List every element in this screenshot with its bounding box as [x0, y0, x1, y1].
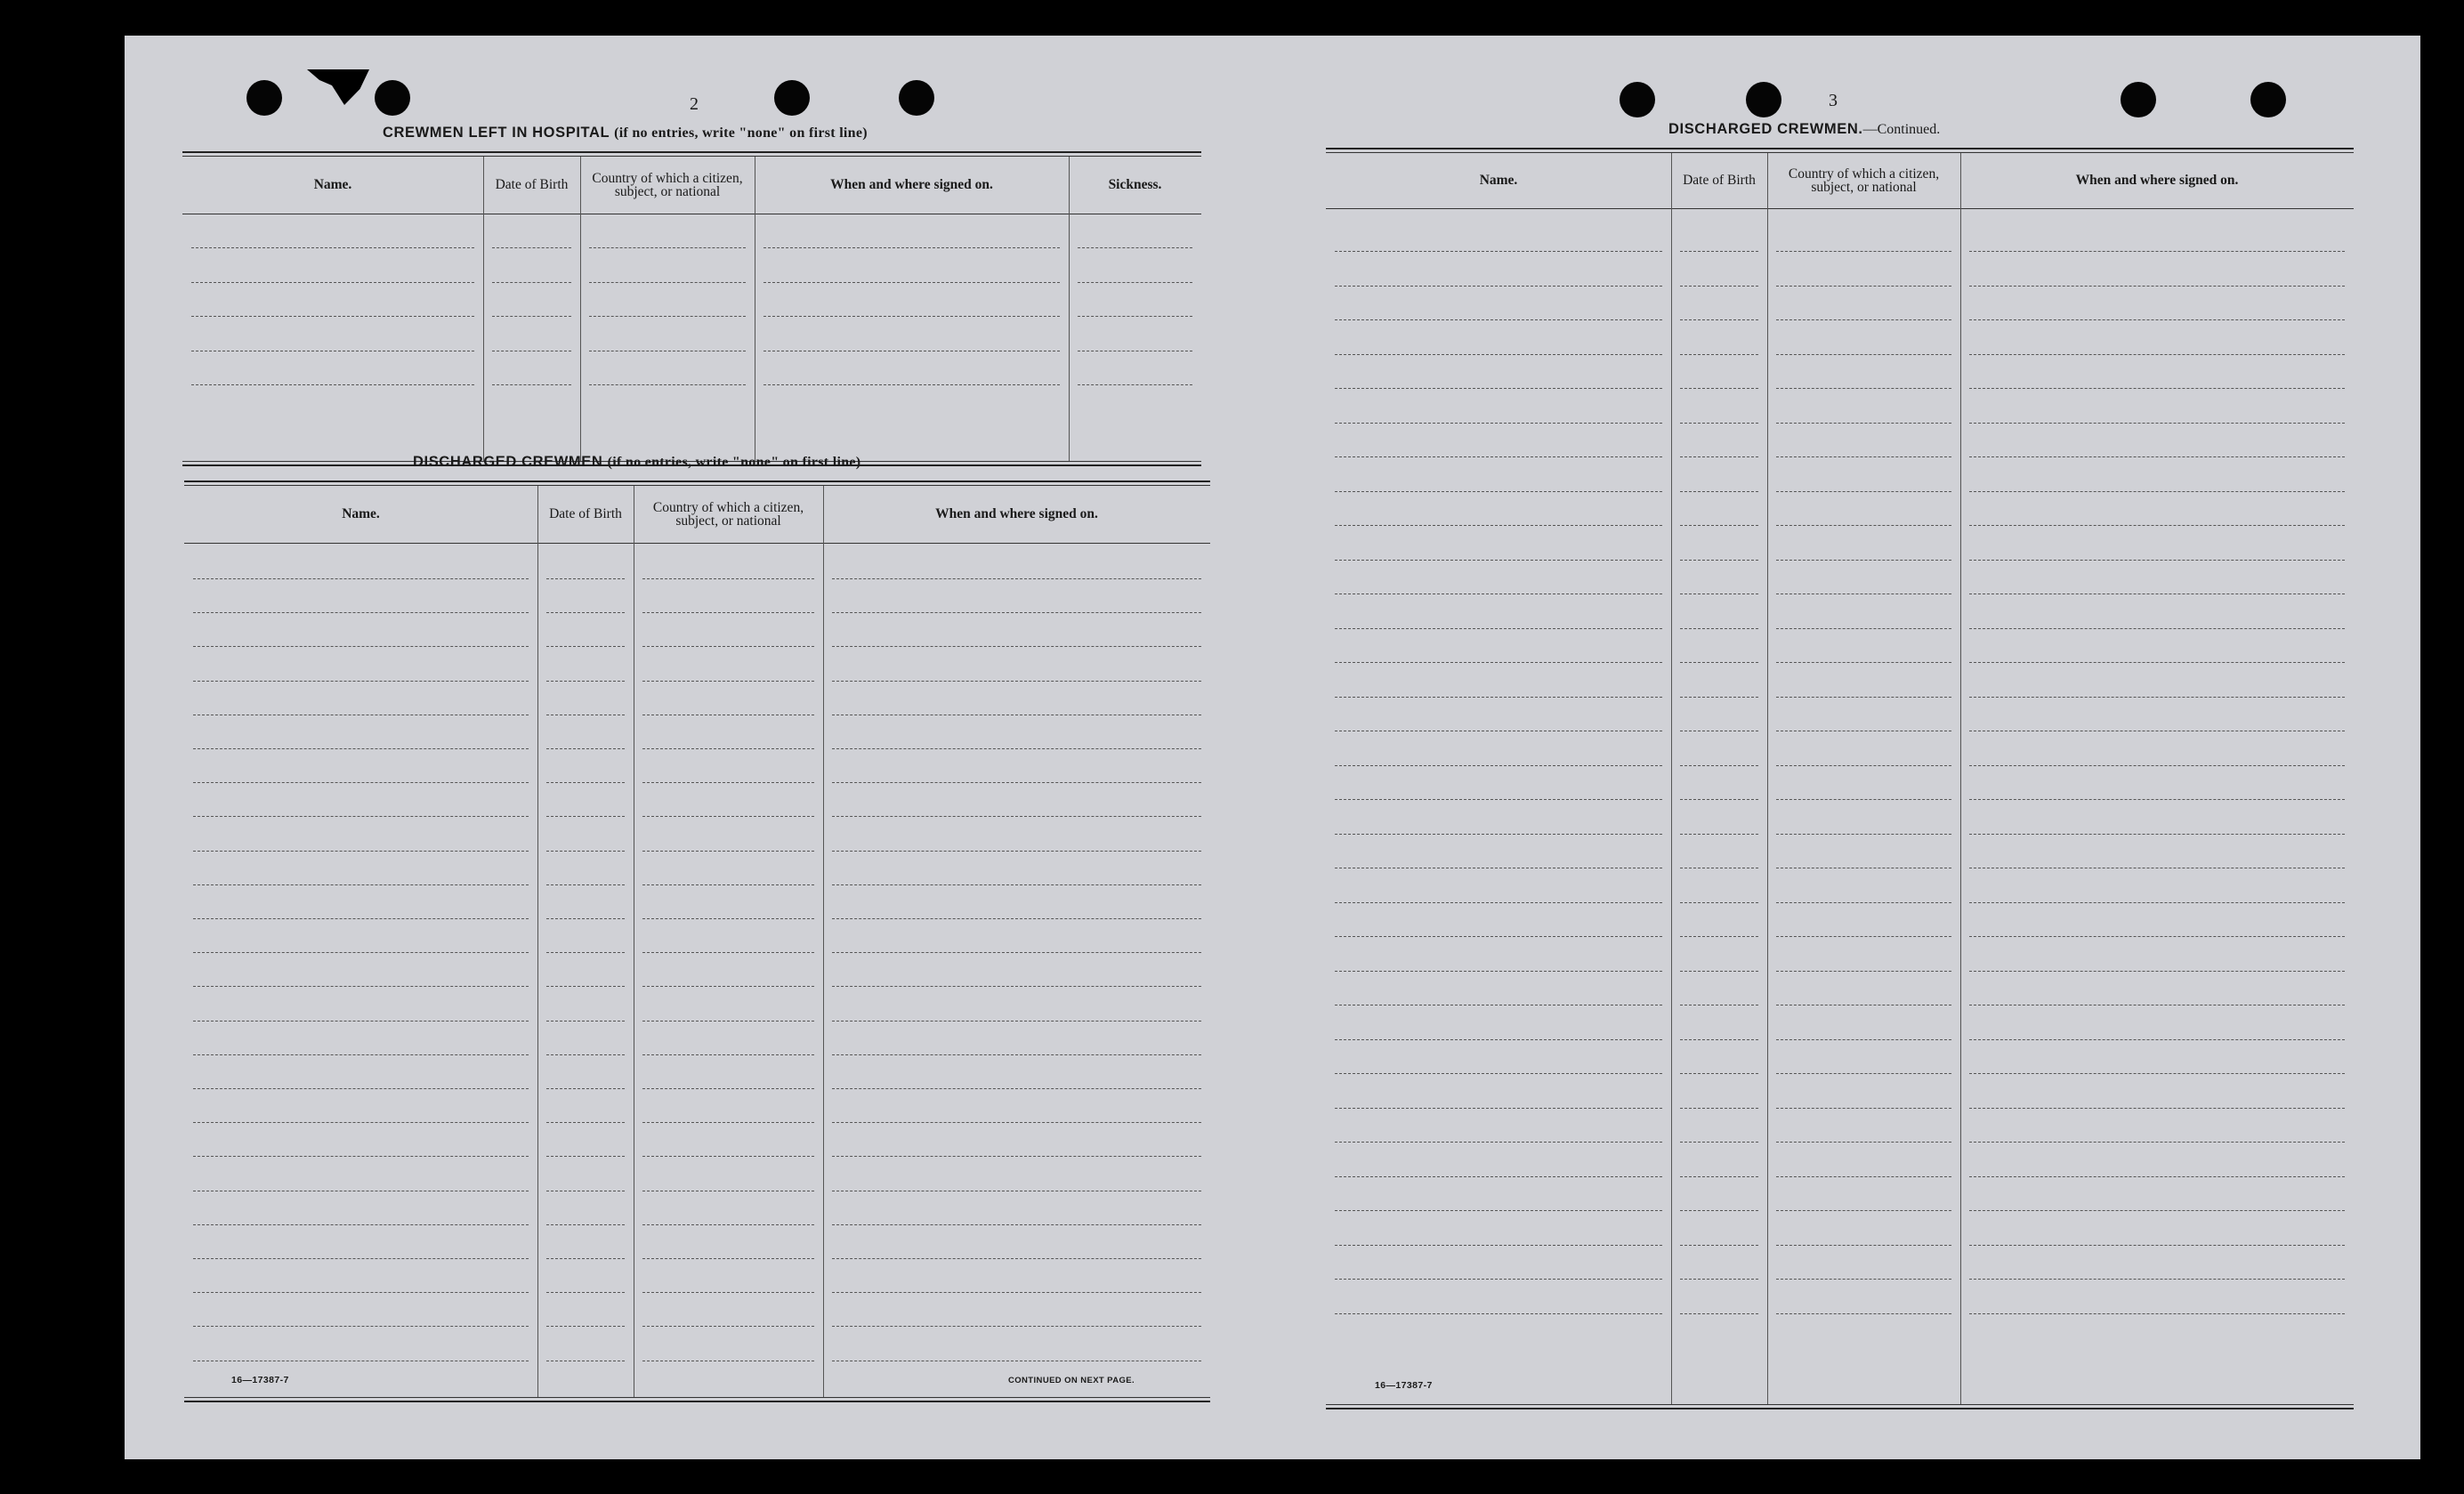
- column-header: Name.: [1479, 173, 1518, 189]
- entry-line: [1680, 1039, 1758, 1040]
- entry-line: [193, 1088, 529, 1089]
- entry-line: [1776, 319, 1951, 320]
- entry-line: [1969, 1073, 2345, 1074]
- column-header: Country of which a citizen, subject, or national: [1788, 166, 1940, 195]
- entry-line: [1969, 1142, 2345, 1143]
- entry-line: [1680, 1108, 1758, 1109]
- entry-line: [832, 884, 1201, 885]
- bottom-rule: [1326, 1408, 2354, 1409]
- column-divider: [483, 157, 484, 461]
- column-header: Name.: [313, 177, 352, 193]
- entry-line: [1680, 765, 1758, 766]
- bottom-rule: [1326, 1404, 2354, 1405]
- entry-line: [1969, 902, 2345, 903]
- punch-hole: [774, 80, 810, 116]
- punch-hole: [246, 80, 282, 116]
- entry-line: [1969, 1108, 2345, 1109]
- entry-line: [193, 1156, 529, 1157]
- entry-line: [546, 851, 625, 852]
- entry-line: [546, 1122, 625, 1123]
- column-divider: [537, 486, 538, 1397]
- entry-line: [1969, 765, 2345, 766]
- entry-line: [1680, 662, 1758, 663]
- entry-line: [642, 1054, 814, 1055]
- entry-line: [1335, 1313, 1662, 1314]
- hospital-title-text: CREWMEN LEFT IN HOSPITAL: [383, 125, 610, 141]
- punch-hole: [2250, 82, 2286, 117]
- entry-line: [546, 986, 625, 987]
- entry-line: [1776, 1176, 1951, 1177]
- entry-line: [1680, 1279, 1758, 1280]
- entry-line: [642, 1156, 814, 1157]
- column-header: Date of Birth: [549, 506, 622, 522]
- entry-line: [546, 918, 625, 919]
- entry-line: [1680, 354, 1758, 355]
- entry-line: [1776, 936, 1951, 937]
- column-header: Date of Birth: [1683, 173, 1756, 189]
- punch-hole: [1620, 82, 1655, 117]
- entry-line: [1680, 1313, 1758, 1314]
- entry-line: [492, 282, 571, 283]
- column-header: Country of which a citizen, subject, or national: [652, 499, 804, 529]
- entry-line: [642, 1088, 814, 1089]
- entry-line: [193, 1292, 529, 1293]
- entry-line: [193, 1021, 529, 1022]
- continued-note: CONTINUED ON NEXT PAGE.: [1008, 1376, 1135, 1385]
- entry-line: [546, 1156, 625, 1157]
- column-header: Sickness.: [1108, 177, 1162, 193]
- entry-line: [1335, 456, 1662, 457]
- discharged-continued-text: DISCHARGED CREWMEN.: [1668, 121, 1863, 137]
- entry-line: [1969, 491, 2345, 492]
- hospital-title-note: (if no entries, write "none" on first line): [614, 125, 868, 141]
- entry-line: [642, 986, 814, 987]
- entry-line: [642, 1258, 814, 1259]
- entry-line: [1776, 560, 1951, 561]
- punch-hole: [899, 80, 934, 116]
- entry-line: [763, 247, 1060, 248]
- entry-line: [1776, 1210, 1951, 1211]
- torn-corner: [307, 69, 369, 105]
- entry-line: [1335, 354, 1662, 355]
- entry-line: [642, 884, 814, 885]
- top-rule: [182, 156, 1201, 157]
- entry-line: [1969, 1210, 2345, 1211]
- entry-line: [832, 918, 1201, 919]
- entry-line: [1969, 1279, 2345, 1280]
- entry-line: [1969, 799, 2345, 800]
- entry-line: [193, 1054, 529, 1055]
- entry-line: [193, 918, 529, 919]
- entry-line: [1680, 1142, 1758, 1143]
- entry-line: [642, 612, 814, 613]
- entry-line: [1680, 697, 1758, 698]
- entry-line: [193, 748, 529, 749]
- entry-line: [589, 384, 746, 385]
- entry-line: [1335, 1176, 1662, 1177]
- entry-line: [193, 952, 529, 953]
- entry-line: [546, 952, 625, 953]
- entry-line: [1680, 936, 1758, 937]
- column-header: When and where signed on.: [2075, 173, 2239, 189]
- entry-line: [589, 282, 746, 283]
- entry-line: [763, 282, 1060, 283]
- entry-line: [832, 851, 1201, 852]
- entry-line: [1335, 799, 1662, 800]
- entry-line: [832, 748, 1201, 749]
- entry-line: [832, 646, 1201, 647]
- bottom-rule: [184, 1401, 1210, 1402]
- entry-line: [589, 247, 746, 248]
- entry-line: [832, 782, 1201, 783]
- entry-line: [193, 681, 529, 682]
- entry-line: [546, 646, 625, 647]
- entry-line: [1680, 251, 1758, 252]
- entry-line: [193, 578, 529, 579]
- header-rule: [1326, 208, 2354, 209]
- entry-line: [642, 578, 814, 579]
- column-header: When and where signed on.: [830, 177, 993, 193]
- entry-line: [1776, 971, 1951, 972]
- punch-hole: [2121, 82, 2156, 117]
- entry-line: [191, 316, 474, 317]
- entry-line: [1776, 423, 1951, 424]
- entry-line: [832, 986, 1201, 987]
- entry-line: [1776, 525, 1951, 526]
- entry-line: [832, 1224, 1201, 1225]
- column-header: Name.: [342, 506, 380, 522]
- entry-line: [1680, 525, 1758, 526]
- entry-line: [546, 1258, 625, 1259]
- hospital-table: [182, 151, 1201, 466]
- entry-line: [1335, 251, 1662, 252]
- entry-line: [546, 748, 625, 749]
- entry-line: [546, 1224, 625, 1225]
- entry-line: [546, 1326, 625, 1327]
- column-divider: [1767, 153, 1768, 1404]
- form-number: 16—17387-7: [1375, 1380, 1433, 1391]
- discharged-title-note: (if no entries, write "none" on first line): [607, 455, 861, 470]
- entry-line: [1335, 319, 1662, 320]
- entry-line: [1969, 525, 2345, 526]
- entry-line: [1776, 765, 1951, 766]
- form-number: 16—17387-7: [231, 1375, 289, 1385]
- top-rule: [184, 481, 1210, 482]
- entry-line: [589, 316, 746, 317]
- entry-line: [642, 816, 814, 817]
- entry-line: [832, 1258, 1201, 1259]
- column-divider: [580, 157, 581, 461]
- entry-line: [1078, 247, 1192, 248]
- entry-line: [1969, 286, 2345, 287]
- entry-line: [1335, 1245, 1662, 1246]
- entry-line: [1680, 902, 1758, 903]
- entry-line: [546, 578, 625, 579]
- entry-line: [1969, 251, 2345, 252]
- hospital-section-title: [383, 125, 868, 141]
- column-divider: [1069, 157, 1070, 461]
- entry-line: [832, 952, 1201, 953]
- top-rule: [1326, 148, 2354, 149]
- entry-line: [1335, 560, 1662, 561]
- entry-line: [1680, 560, 1758, 561]
- entry-line: [1680, 319, 1758, 320]
- entry-line: [1335, 388, 1662, 389]
- entry-line: [191, 384, 474, 385]
- entry-line: [832, 1292, 1201, 1293]
- entry-line: [1969, 319, 2345, 320]
- entry-line: [642, 952, 814, 953]
- entry-line: [546, 816, 625, 817]
- entry-line: [832, 1326, 1201, 1327]
- entry-line: [1335, 1073, 1662, 1074]
- entry-line: [1680, 628, 1758, 629]
- column-header: Country of which a citizen, subject, or national: [592, 170, 743, 199]
- entry-line: [1335, 902, 1662, 903]
- entry-line: [1078, 384, 1192, 385]
- entry-line: [832, 1021, 1201, 1022]
- entry-line: [1969, 662, 2345, 663]
- entry-line: [642, 1224, 814, 1225]
- entry-line: [832, 578, 1201, 579]
- entry-line: [832, 1054, 1201, 1055]
- discharged-continued-table: [1326, 148, 2354, 1413]
- entry-line: [832, 1156, 1201, 1157]
- top-rule: [184, 485, 1210, 486]
- entry-line: [642, 851, 814, 852]
- entry-line: [763, 316, 1060, 317]
- entry-line: [763, 384, 1060, 385]
- entry-line: [1680, 286, 1758, 287]
- entry-line: [1969, 971, 2345, 972]
- entry-line: [1776, 1039, 1951, 1040]
- entry-line: [1680, 1073, 1758, 1074]
- entry-line: [193, 612, 529, 613]
- entry-line: [492, 316, 571, 317]
- entry-line: [193, 1122, 529, 1123]
- discharged-continued-title: [1668, 121, 1940, 138]
- entry-line: [1969, 697, 2345, 698]
- entry-line: [1680, 1245, 1758, 1246]
- entry-line: [1680, 799, 1758, 800]
- entry-line: [1335, 423, 1662, 424]
- punch-hole: [1746, 82, 1781, 117]
- entry-line: [492, 384, 571, 385]
- entry-line: [832, 612, 1201, 613]
- entry-line: [1680, 423, 1758, 424]
- entry-line: [1335, 765, 1662, 766]
- column-header: When and where signed on.: [935, 506, 1098, 522]
- entry-line: [546, 782, 625, 783]
- entry-line: [1335, 1108, 1662, 1109]
- entry-line: [642, 1021, 814, 1022]
- form-sheet: [125, 36, 2420, 1459]
- entry-line: [191, 282, 474, 283]
- discharged-table: [184, 481, 1210, 1406]
- page-number: 2: [690, 94, 699, 114]
- entry-line: [1335, 628, 1662, 629]
- entry-line: [1680, 834, 1758, 835]
- entry-line: [1680, 971, 1758, 972]
- top-rule: [182, 151, 1201, 153]
- column-divider: [823, 486, 824, 1397]
- entry-line: [1969, 936, 2345, 937]
- entry-line: [1335, 491, 1662, 492]
- entry-line: [1776, 1279, 1951, 1280]
- entry-line: [1335, 971, 1662, 972]
- entry-line: [642, 918, 814, 919]
- entry-line: [1969, 1039, 2345, 1040]
- entry-line: [1776, 1142, 1951, 1143]
- entry-line: [1969, 1176, 2345, 1177]
- entry-line: [1969, 354, 2345, 355]
- entry-line: [546, 1054, 625, 1055]
- entry-line: [1776, 834, 1951, 835]
- entry-line: [1776, 628, 1951, 629]
- entry-line: [1335, 1039, 1662, 1040]
- entry-line: [1969, 834, 2345, 835]
- entry-line: [193, 816, 529, 817]
- entry-line: [1776, 1073, 1951, 1074]
- entry-line: [1776, 902, 1951, 903]
- entry-line: [1335, 936, 1662, 937]
- entry-line: [1776, 251, 1951, 252]
- entry-line: [1776, 456, 1951, 457]
- entry-line: [546, 1088, 625, 1089]
- entry-line: [1335, 1210, 1662, 1211]
- entry-line: [1776, 491, 1951, 492]
- entry-line: [642, 1292, 814, 1293]
- entry-line: [642, 1122, 814, 1123]
- entry-line: [1776, 388, 1951, 389]
- entry-line: [1335, 525, 1662, 526]
- entry-line: [1969, 628, 2345, 629]
- entry-line: [1776, 354, 1951, 355]
- entry-line: [1680, 1176, 1758, 1177]
- entry-line: [1335, 834, 1662, 835]
- entry-line: [1776, 286, 1951, 287]
- entry-line: [1969, 1313, 2345, 1314]
- entry-line: [1680, 388, 1758, 389]
- entry-line: [642, 681, 814, 682]
- bottom-rule: [184, 1397, 1210, 1398]
- page-number: 3: [1829, 91, 1838, 110]
- entry-line: [193, 1258, 529, 1259]
- entry-line: [1078, 316, 1192, 317]
- entry-line: [1335, 697, 1662, 698]
- entry-line: [193, 1224, 529, 1225]
- header-rule: [184, 543, 1210, 544]
- discharged-section-title: [413, 454, 860, 471]
- entry-line: [1776, 1245, 1951, 1246]
- punch-hole: [375, 80, 410, 116]
- entry-line: [1969, 423, 2345, 424]
- column-divider: [1960, 153, 1961, 1404]
- entry-line: [642, 782, 814, 783]
- entry-line: [832, 1122, 1201, 1123]
- entry-line: [1776, 662, 1951, 663]
- discharged-title-text: DISCHARGED CREWMEN: [413, 454, 603, 470]
- entry-line: [1969, 560, 2345, 561]
- entry-line: [832, 816, 1201, 817]
- entry-line: [1776, 697, 1951, 698]
- entry-line: [642, 1326, 814, 1327]
- entry-line: [193, 782, 529, 783]
- entry-line: [193, 851, 529, 852]
- entry-line: [1335, 662, 1662, 663]
- entry-line: [1335, 1142, 1662, 1143]
- entry-line: [1078, 282, 1192, 283]
- entry-line: [1776, 1108, 1951, 1109]
- entry-line: [1680, 1210, 1758, 1211]
- entry-line: [1969, 456, 2345, 457]
- entry-line: [1680, 456, 1758, 457]
- entry-line: [193, 986, 529, 987]
- entry-line: [191, 247, 474, 248]
- entry-line: [1335, 286, 1662, 287]
- entry-line: [1969, 1245, 2345, 1246]
- entry-line: [1776, 799, 1951, 800]
- entry-line: [832, 1088, 1201, 1089]
- top-rule: [1326, 152, 2354, 153]
- entry-line: [1776, 1313, 1951, 1314]
- entry-line: [193, 646, 529, 647]
- entry-line: [1969, 388, 2345, 389]
- continued-suffix: —Continued.: [1862, 122, 1941, 137]
- entry-line: [1335, 1279, 1662, 1280]
- entry-line: [546, 681, 625, 682]
- entry-line: [546, 884, 625, 885]
- column-divider: [1671, 153, 1672, 1404]
- entry-line: [642, 748, 814, 749]
- entry-line: [546, 612, 625, 613]
- entry-line: [193, 1326, 529, 1327]
- entry-line: [642, 646, 814, 647]
- entry-line: [546, 1021, 625, 1022]
- column-header: Date of Birth: [495, 177, 569, 193]
- entry-line: [1680, 491, 1758, 492]
- entry-line: [492, 247, 571, 248]
- entry-line: [546, 1292, 625, 1293]
- entry-line: [193, 884, 529, 885]
- entry-line: [832, 681, 1201, 682]
